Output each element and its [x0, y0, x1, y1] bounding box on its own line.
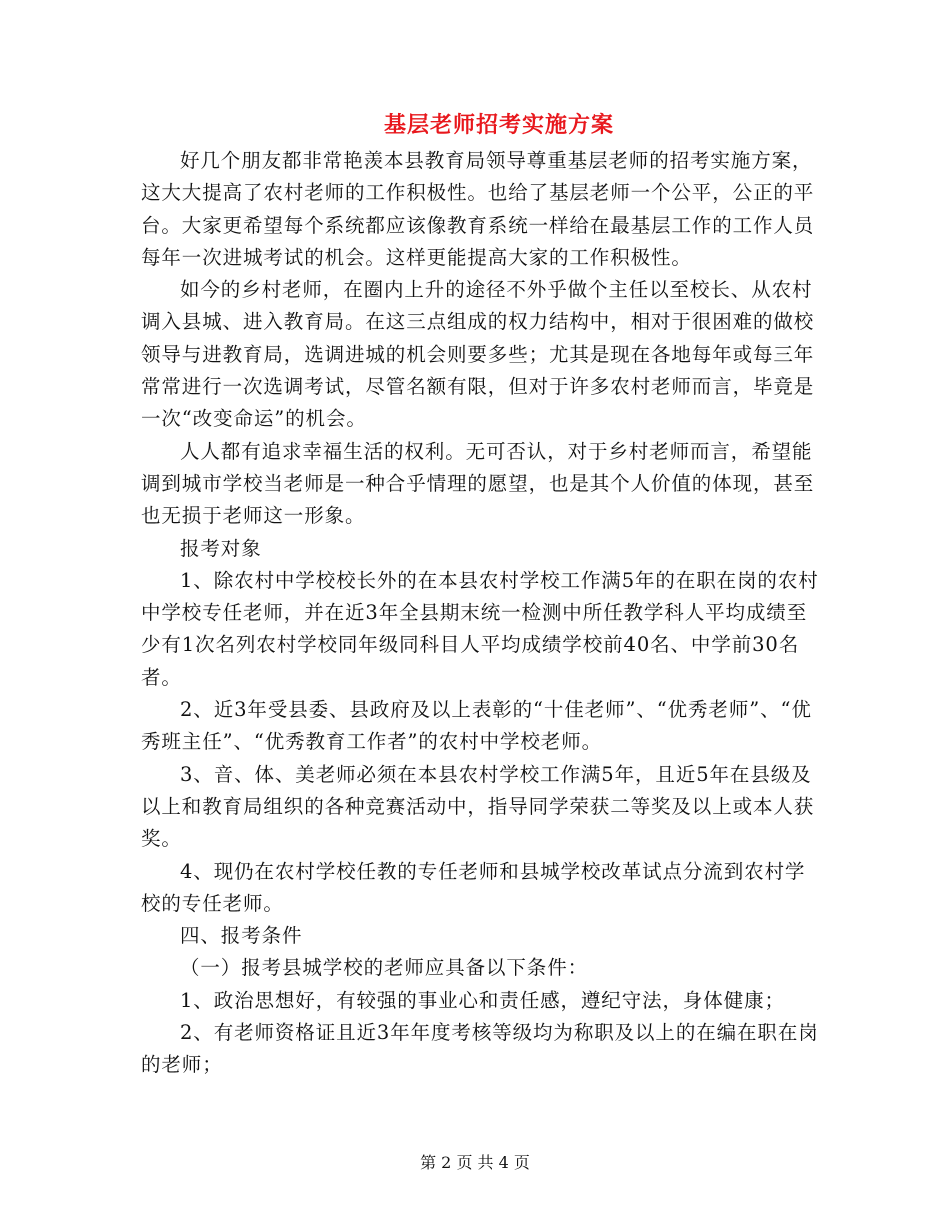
list-item: 1、除农村中学校校长外的在本县农村学校工作满5年的在职在岗的农村中学校专任老师，并在近3年全县期末统一检测中所任教学科人平均成绩至少有1次名列农村学校同年级同科目人平均成绩学校前40名、中学前30名者。: [141, 568, 819, 689]
document-body: [141, 145, 821, 1082]
subsection-heading: （一）报考县城学校的老师应具备以下条件：: [180, 956, 589, 980]
list-item: 4、现仍在农村学校任教的专任老师和县城学校改革试点分流到农村学校的专任老师。: [141, 859, 806, 915]
paragraph: 好几个朋友都非常艳羡本县教育局领导尊重基层老师的招考实施方案，这大大提高了农村老师的工作积极性。也给了基层老师一个公平，公正的平台。大家更希望每个系统都应该像教育系统一样给在最基层工作的工作人员每年一次进城考试的机会。这样更能提高大家的工作积极性。: [141, 149, 815, 269]
paragraph: 如今的乡村老师，在圈内上升的途径不外乎做个主任以至校长、从农村调入县城、进入教育局。在这三点组成的权力结构中，相对于很困难的做校领导与进教育局，选调进城的机会则要多些；尤其是现在各地每年或每三年常常进行一次选调考试，尽管名额有限，但对于许多农村老师而言，毕竟是一次“改变命运”的机会。: [141, 278, 815, 431]
list-item: 1、政治思想好，有较强的事业心和责任感，遵纪守法，身体健康；: [180, 988, 785, 1012]
list-item: 3、音、体、美老师必须在本县农村学校工作满5年，且近5年在县级及以上和教育局组织的各种竞赛活动中，指导同学荣获二等奖及以上或本人获奖。: [141, 762, 815, 851]
paragraph: 人人都有追求幸福生活的权利。无可否认，对于乡村老师而言，希望能调到城市学校当老师是一种合乎情理的愿望，也是其个人价值的体现，甚至也无损于老师这一形象。: [141, 439, 815, 528]
list-item: 2、有老师资格证且近3年年度考核等级均为称职及以上的在编在职在岗的老师；: [141, 1021, 819, 1077]
section-heading: 报考对象: [180, 536, 262, 560]
section-heading: 四、报考条件: [180, 924, 303, 948]
list-item: 2、近3年受县委、县政府及以上表彰的“十佳老师”、“优秀老师”、“优秀班主任”、“优秀教育工作者”的农村中学校老师。: [141, 698, 812, 754]
page-number-footer: 第 2 页 共 4 页: [420, 1153, 530, 1172]
document-title: 基层老师招考实施方案: [383, 112, 614, 138]
